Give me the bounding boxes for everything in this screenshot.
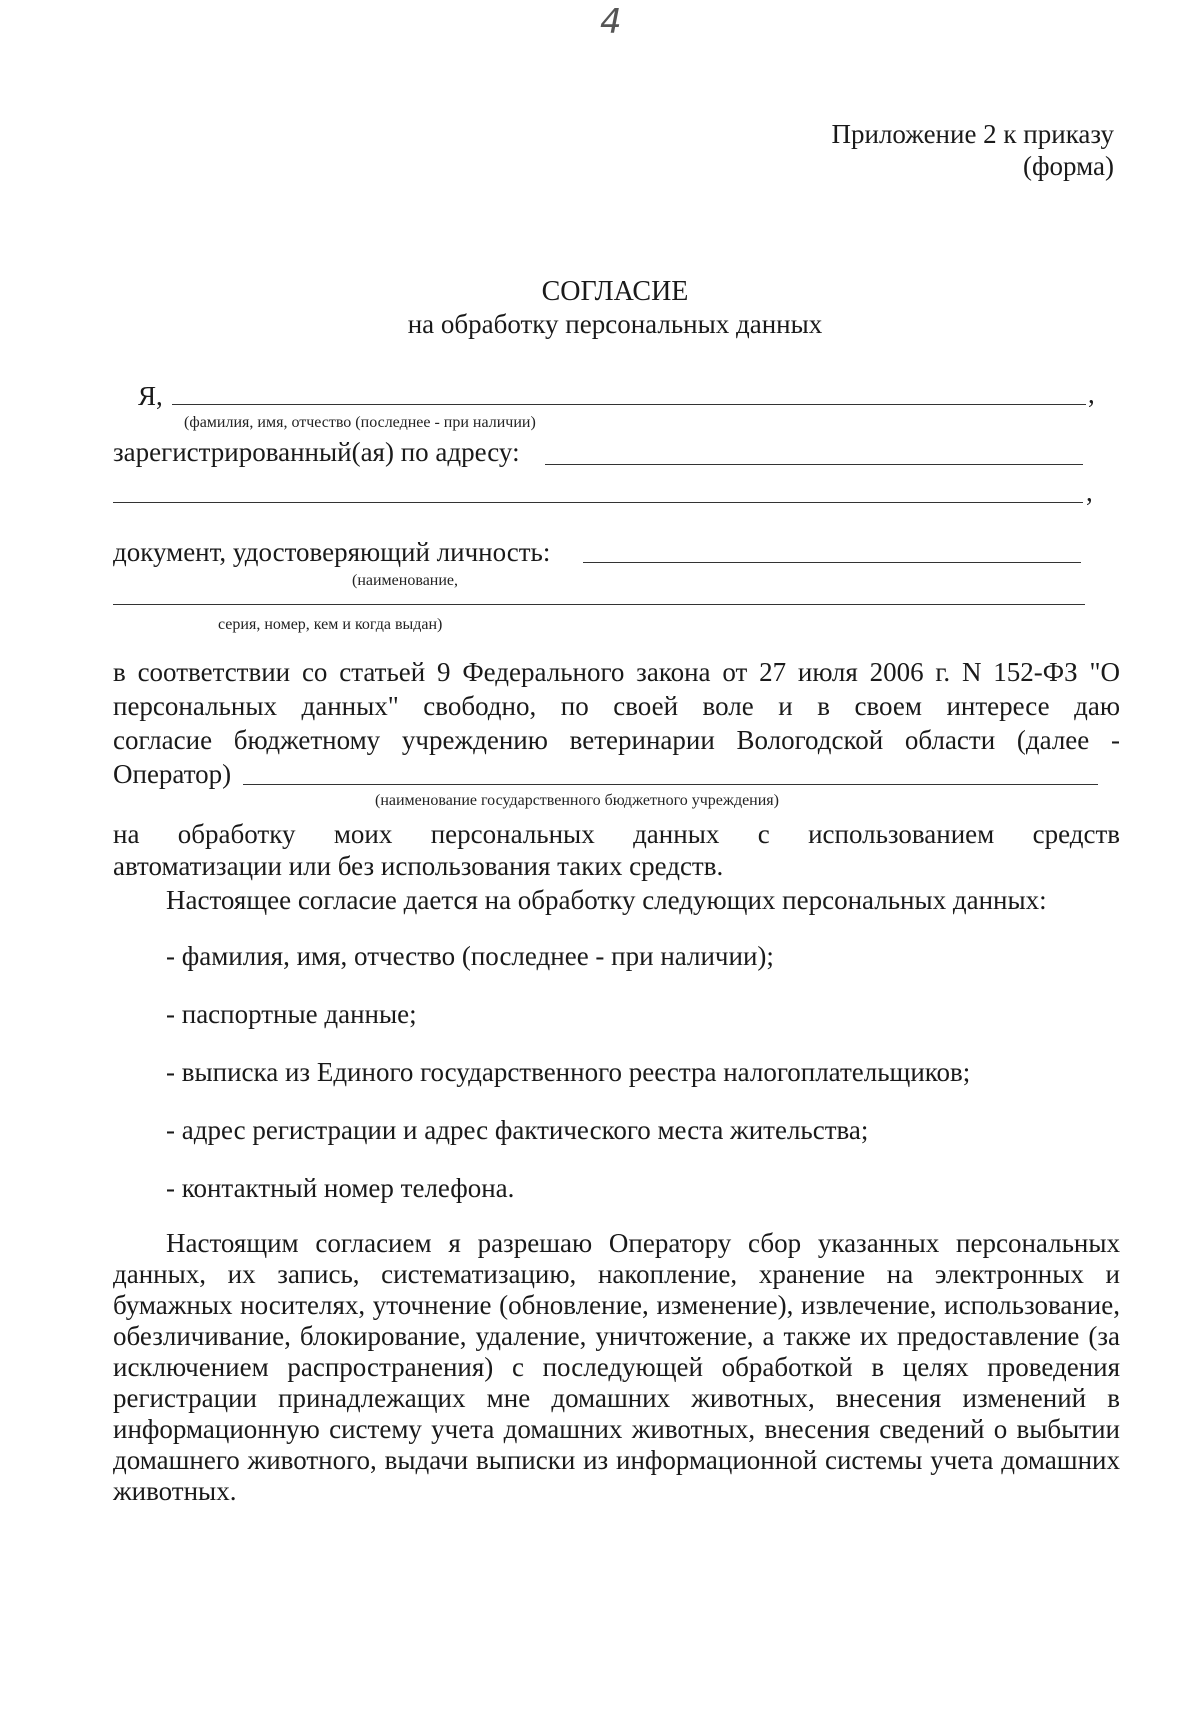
name-hint: (фамилия, имя, отчество (последнее - при наличии) [184,414,536,431]
body-line: на обработку моих персональных данных с использованием средств [113,819,1120,849]
document-hint-details: серия, номер, кем и когда выдан) [218,616,443,633]
consent-paragraph: Настоящим согласием я разрешаю Оператору сбор указанных персональных данных, их запись, систематизацию, накопление, хранение на электронных и бумажных носителях, уточнение (обновление, изменение), извлечение, использование, обезличивание, блокирование, удаление, уничтожение, а также их предоставление (за исключением распространения) с последующей обработкой в целях проведения регистрации принадлежащих мне домашних животных, внесения изменений в информационную систему учета домашних животных, внесения сведений о выбытии домашнего животного, выдачи выписки из информационной системы учета домашних животных. [113,1228,1120,1506]
name-field-line[interactable] [172,404,1086,405]
operator-label: Оператор) [113,759,232,789]
document-subtitle: на обработку персональных данных [407,309,823,339]
form-label: (форма) [1023,151,1114,181]
body-line: автоматизации или без использования таких средств. [113,851,724,881]
list-item: - адрес регистрации и адрес фактического места жительства; [166,1115,869,1145]
document-label: документ, удостоверяющий личность: [113,537,551,567]
address-field-line-2[interactable] [113,502,1083,503]
operator-hint: (наименование государственного бюджетного учреждения) [375,792,779,809]
comma: , [1086,477,1093,507]
document-title: СОГЛАСИЕ [541,276,689,307]
data-list-intro: Настоящее согласие дается на обработку следующих персональных данных: [166,885,1047,915]
document-hint-name: (наименование, [352,572,459,589]
document-field-line[interactable] [583,562,1081,563]
i-label: Я, [138,381,163,411]
appendix-line: Приложение 2 к приказу [831,119,1114,149]
page-number: 4 [600,2,622,42]
list-item: - контактный номер телефона. [166,1173,515,1203]
registered-label: зарегистрированный(ая) по адресу: [113,437,520,467]
document-details-line[interactable] [113,604,1085,605]
body-line: персональных данных" свободно, по своей воле и в своем интересе даю [113,691,1120,721]
list-item: - выписка из Единого государственного реестра налогоплательщиков; [166,1057,971,1087]
list-item: - паспортные данные; [166,999,417,1029]
body-line: согласие бюджетному учреждению ветеринарии Вологодской области (далее - [113,725,1120,755]
comma: , [1088,379,1095,409]
address-field-line[interactable] [545,464,1083,465]
list-item: - фамилия, имя, отчество (последнее - при наличии); [166,941,774,971]
body-line: в соответствии со статьей 9 Федерального закона от 27 июля 2006 г. N 152-ФЗ "О [113,657,1120,687]
operator-field-line[interactable] [243,784,1098,785]
